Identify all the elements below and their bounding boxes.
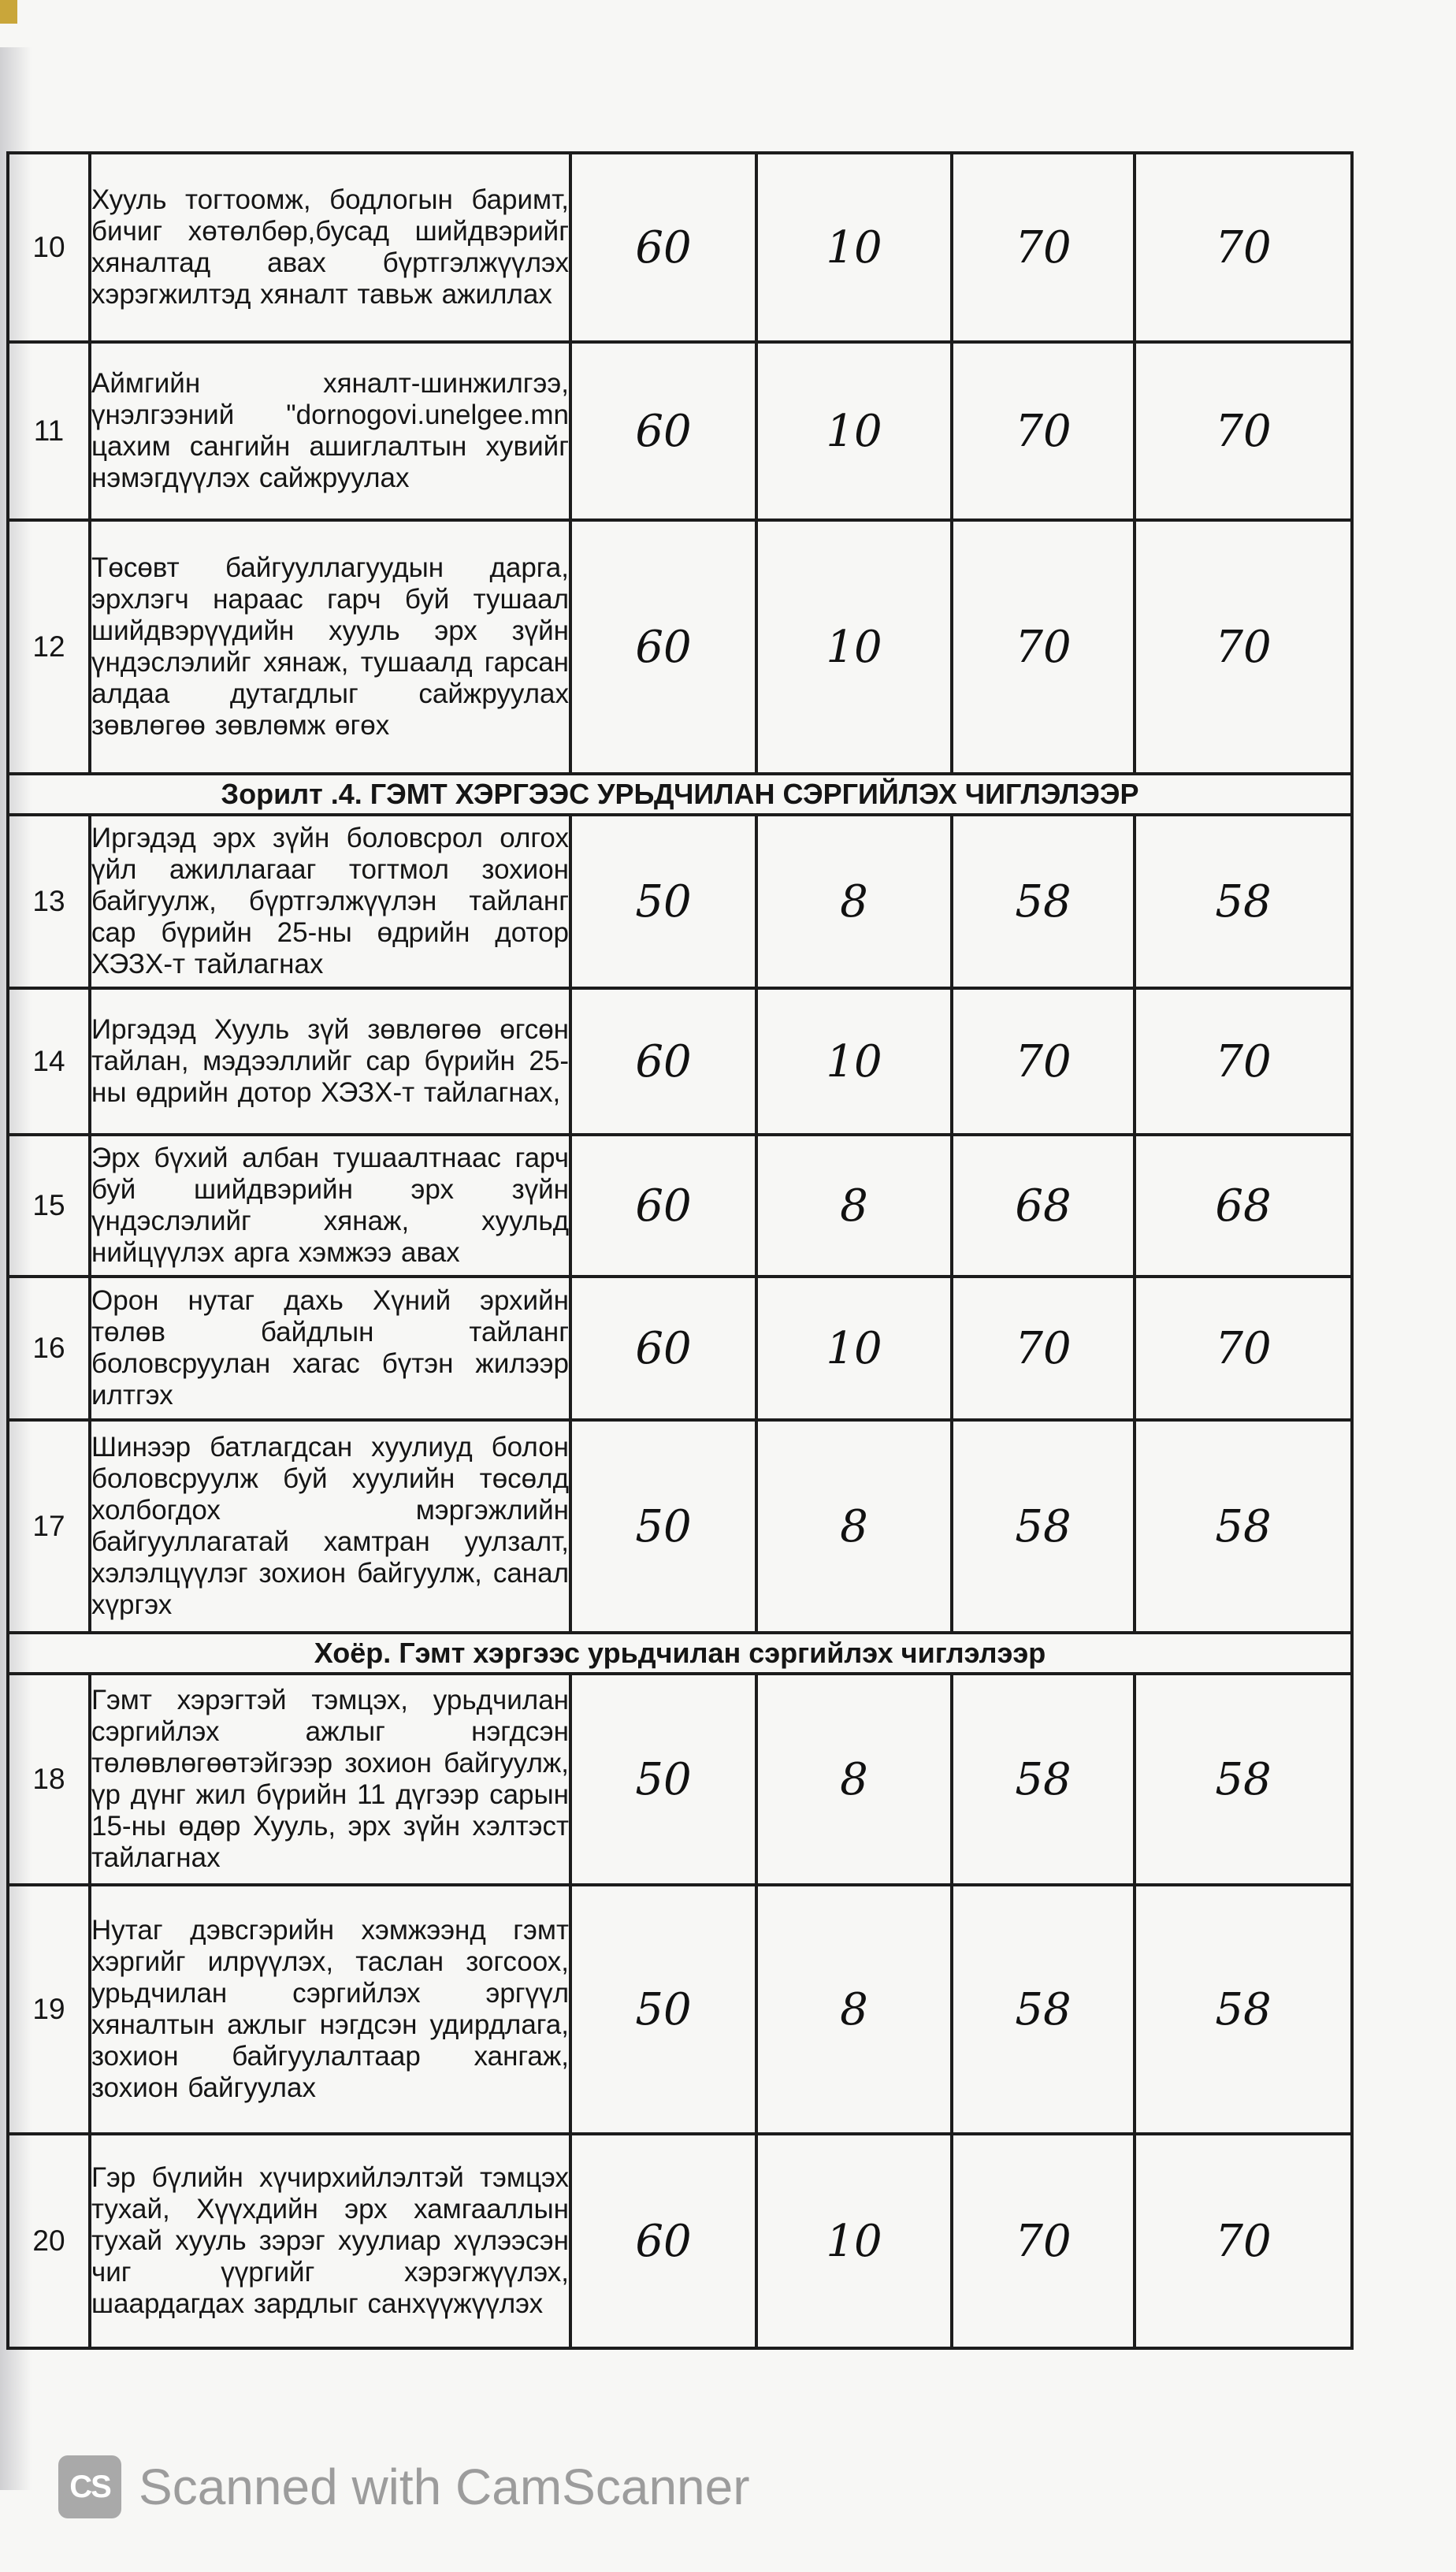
table-row: [8, 1135, 1352, 1277]
camscanner-logo-icon: CS: [58, 2455, 121, 2518]
row-description: Эрх бүхий албан тушаалтнаас гарч буй шийдвэрийн эрх зүйн үндэслэлийг хянаж, хуульд нийцүүлэх арга хэмжээ авах: [90, 1135, 570, 1277]
row-description: Иргэдэд эрх зүйн боловсрол олгох үйл ажиллагааг тогтмол зохион байгуулж, бүртгэлжүүлэн тайланг сар бүрийн 25-ны өдрийн дотор ХЭЗХ-т тайлагнах: [90, 815, 570, 988]
corner-mark: [0, 0, 17, 24]
value-cell-4: 70: [1135, 1277, 1352, 1420]
row-description: Иргэдэд Хууль зүй зөвлөгөө өгсөн тайлан, мэдээллийг сар бүрийн 25-ны өдрийн дотор ХЭЗХ-т тайлагнах,: [90, 988, 570, 1135]
row-number: 11: [8, 342, 90, 520]
section-heading: Зорилт .4. ГЭМТ ХЭРГЭЭС УРЬДЧИЛАН СЭРГИЙЛЭХ ЧИГЛЭЛЭЭР: [8, 774, 1352, 815]
value-cell-2: 8: [756, 1135, 952, 1277]
table-row: [8, 153, 1352, 342]
value-cell-1: 60: [570, 2134, 756, 2348]
value-cell-1: 60: [570, 1277, 756, 1420]
value-cell-3: 70: [952, 153, 1135, 342]
value-cell-2: 10: [756, 2134, 952, 2348]
value-cell-4: 70: [1135, 2134, 1352, 2348]
value-cell-1: 60: [570, 988, 756, 1135]
table-row: [8, 1277, 1352, 1420]
row-description: Хууль тогтоомж, бодлогын баримт, бичиг хөтөлбөр,бусад шийдвэрийг хяналтад авах бүртгэлжүүлэх хэрэгжилтэд хяналт тавьж ажиллах: [90, 153, 570, 342]
row-number: 19: [8, 1885, 90, 2134]
table-row: [8, 815, 1352, 988]
row-number: 18: [8, 1674, 90, 1885]
value-cell-1: 60: [570, 1135, 756, 1277]
value-cell-3: 70: [952, 2134, 1135, 2348]
value-cell-4: 58: [1135, 1885, 1352, 2134]
section-row: [8, 774, 1352, 815]
row-number: 12: [8, 520, 90, 774]
row-number: 10: [8, 153, 90, 342]
value-cell-3: 58: [952, 1885, 1135, 2134]
table-row: [8, 2134, 1352, 2348]
value-cell-4: 70: [1135, 342, 1352, 520]
value-cell-4: 58: [1135, 815, 1352, 988]
value-cell-1: 60: [570, 342, 756, 520]
value-cell-4: 70: [1135, 153, 1352, 342]
value-cell-3: 58: [952, 815, 1135, 988]
section-row: [8, 1633, 1352, 1674]
table-row: [8, 1674, 1352, 1885]
value-cell-2: 8: [756, 1674, 952, 1885]
value-cell-2: 8: [756, 1885, 952, 2134]
value-cell-3: 58: [952, 1420, 1135, 1633]
value-cell-2: 8: [756, 1420, 952, 1633]
value-cell-1: 60: [570, 153, 756, 342]
value-cell-2: 10: [756, 988, 952, 1135]
row-description: Гэр бүлийн хүчирхийлэлтэй тэмцэх тухай, Хүүхдийн эрх хамгааллын тухай хууль зэрэг хуулиар хүлээсэн чиг үүргийг хэрэгжүүлэх, шаардагдах зардлыг санхүүжүүлэх: [90, 2134, 570, 2348]
table-row: [8, 988, 1352, 1135]
value-cell-4: 70: [1135, 520, 1352, 774]
value-cell-3: 70: [952, 342, 1135, 520]
table-row: [8, 342, 1352, 520]
table-row: [8, 1420, 1352, 1633]
row-number: 16: [8, 1277, 90, 1420]
watermark-text: Scanned with CamScanner: [139, 2459, 750, 2515]
value-cell-3: 70: [952, 520, 1135, 774]
table-row: [8, 1885, 1352, 2134]
value-cell-3: 68: [952, 1135, 1135, 1277]
row-number: 20: [8, 2134, 90, 2348]
row-description: Шинээр батлагдсан хуулиуд болон боловсруулж буй хуулийн төсөлд холбогдох мэргэжлийн байгууллагатай хамтран уулзалт, хэлэлцүүлэг зохион байгуулж, санал хүргэх: [90, 1420, 570, 1633]
activity-table: [6, 151, 1354, 2350]
value-cell-1: 60: [570, 520, 756, 774]
row-description: Аймгийн хяналт-шинжилгээ, үнэлгээний "dornogovi.unelgee.mn цахим сангийн ашиглалтын хувийг нэмэгдүүлэх сайжруулах: [90, 342, 570, 520]
value-cell-3: 70: [952, 1277, 1135, 1420]
value-cell-4: 68: [1135, 1135, 1352, 1277]
value-cell-4: 58: [1135, 1674, 1352, 1885]
value-cell-2: 10: [756, 520, 952, 774]
row-number: 15: [8, 1135, 90, 1277]
row-description: Гэмт хэрэгтэй тэмцэх, урьдчилан сэргийлэх ажлыг нэгдсэн төлөвлөгөөтэйгээр зохион байгуулж, үр дүнг жил бүрийн 11 дүгээр сарын 15-ны өдөр Хууль, эрх зүйн хэлтэст тайлагнах: [90, 1674, 570, 1885]
value-cell-1: 50: [570, 1674, 756, 1885]
row-number: 14: [8, 988, 90, 1135]
value-cell-2: 10: [756, 342, 952, 520]
camscanner-watermark: [58, 2455, 750, 2518]
row-description: Орон нутаг дахь Хүний эрхийн төлөв байдлын тайланг боловсруулан хагас бүтэн жилээр илтгэх: [90, 1277, 570, 1420]
value-cell-3: 70: [952, 988, 1135, 1135]
section-heading: Хоёр. Гэмт хэргээс урьдчилан сэргийлэх чиглэлээр: [8, 1633, 1352, 1674]
row-number: 17: [8, 1420, 90, 1633]
value-cell-1: 50: [570, 1420, 756, 1633]
value-cell-1: 50: [570, 815, 756, 988]
row-description: Нутаг дэвсгэрийн хэмжээнд гэмт хэргийг илрүүлэх, таслан зогсоох, урьдчилан сэргийлэх эргүүл хяналтын ажлыг нэгдсэн удирдлага, зохион байгуулалтаар хангаж, зохион байгуулах: [90, 1885, 570, 2134]
value-cell-2: 10: [756, 153, 952, 342]
value-cell-3: 58: [952, 1674, 1135, 1885]
value-cell-2: 8: [756, 815, 952, 988]
value-cell-1: 50: [570, 1885, 756, 2134]
table-row: [8, 520, 1352, 774]
row-number: 13: [8, 815, 90, 988]
value-cell-4: 58: [1135, 1420, 1352, 1633]
value-cell-2: 10: [756, 1277, 952, 1420]
row-description: Төсөвт байгууллагуудын дарга, эрхлэгч нараас гарч буй тушаал шийдвэрүүдийн хууль эрх зүйн үндэслэлийг хянаж, тушаалд гарсан алдаа дутагдлыг сайжруулах зөвлөгөө зөвлөмж өгөх: [90, 520, 570, 774]
value-cell-4: 70: [1135, 988, 1352, 1135]
